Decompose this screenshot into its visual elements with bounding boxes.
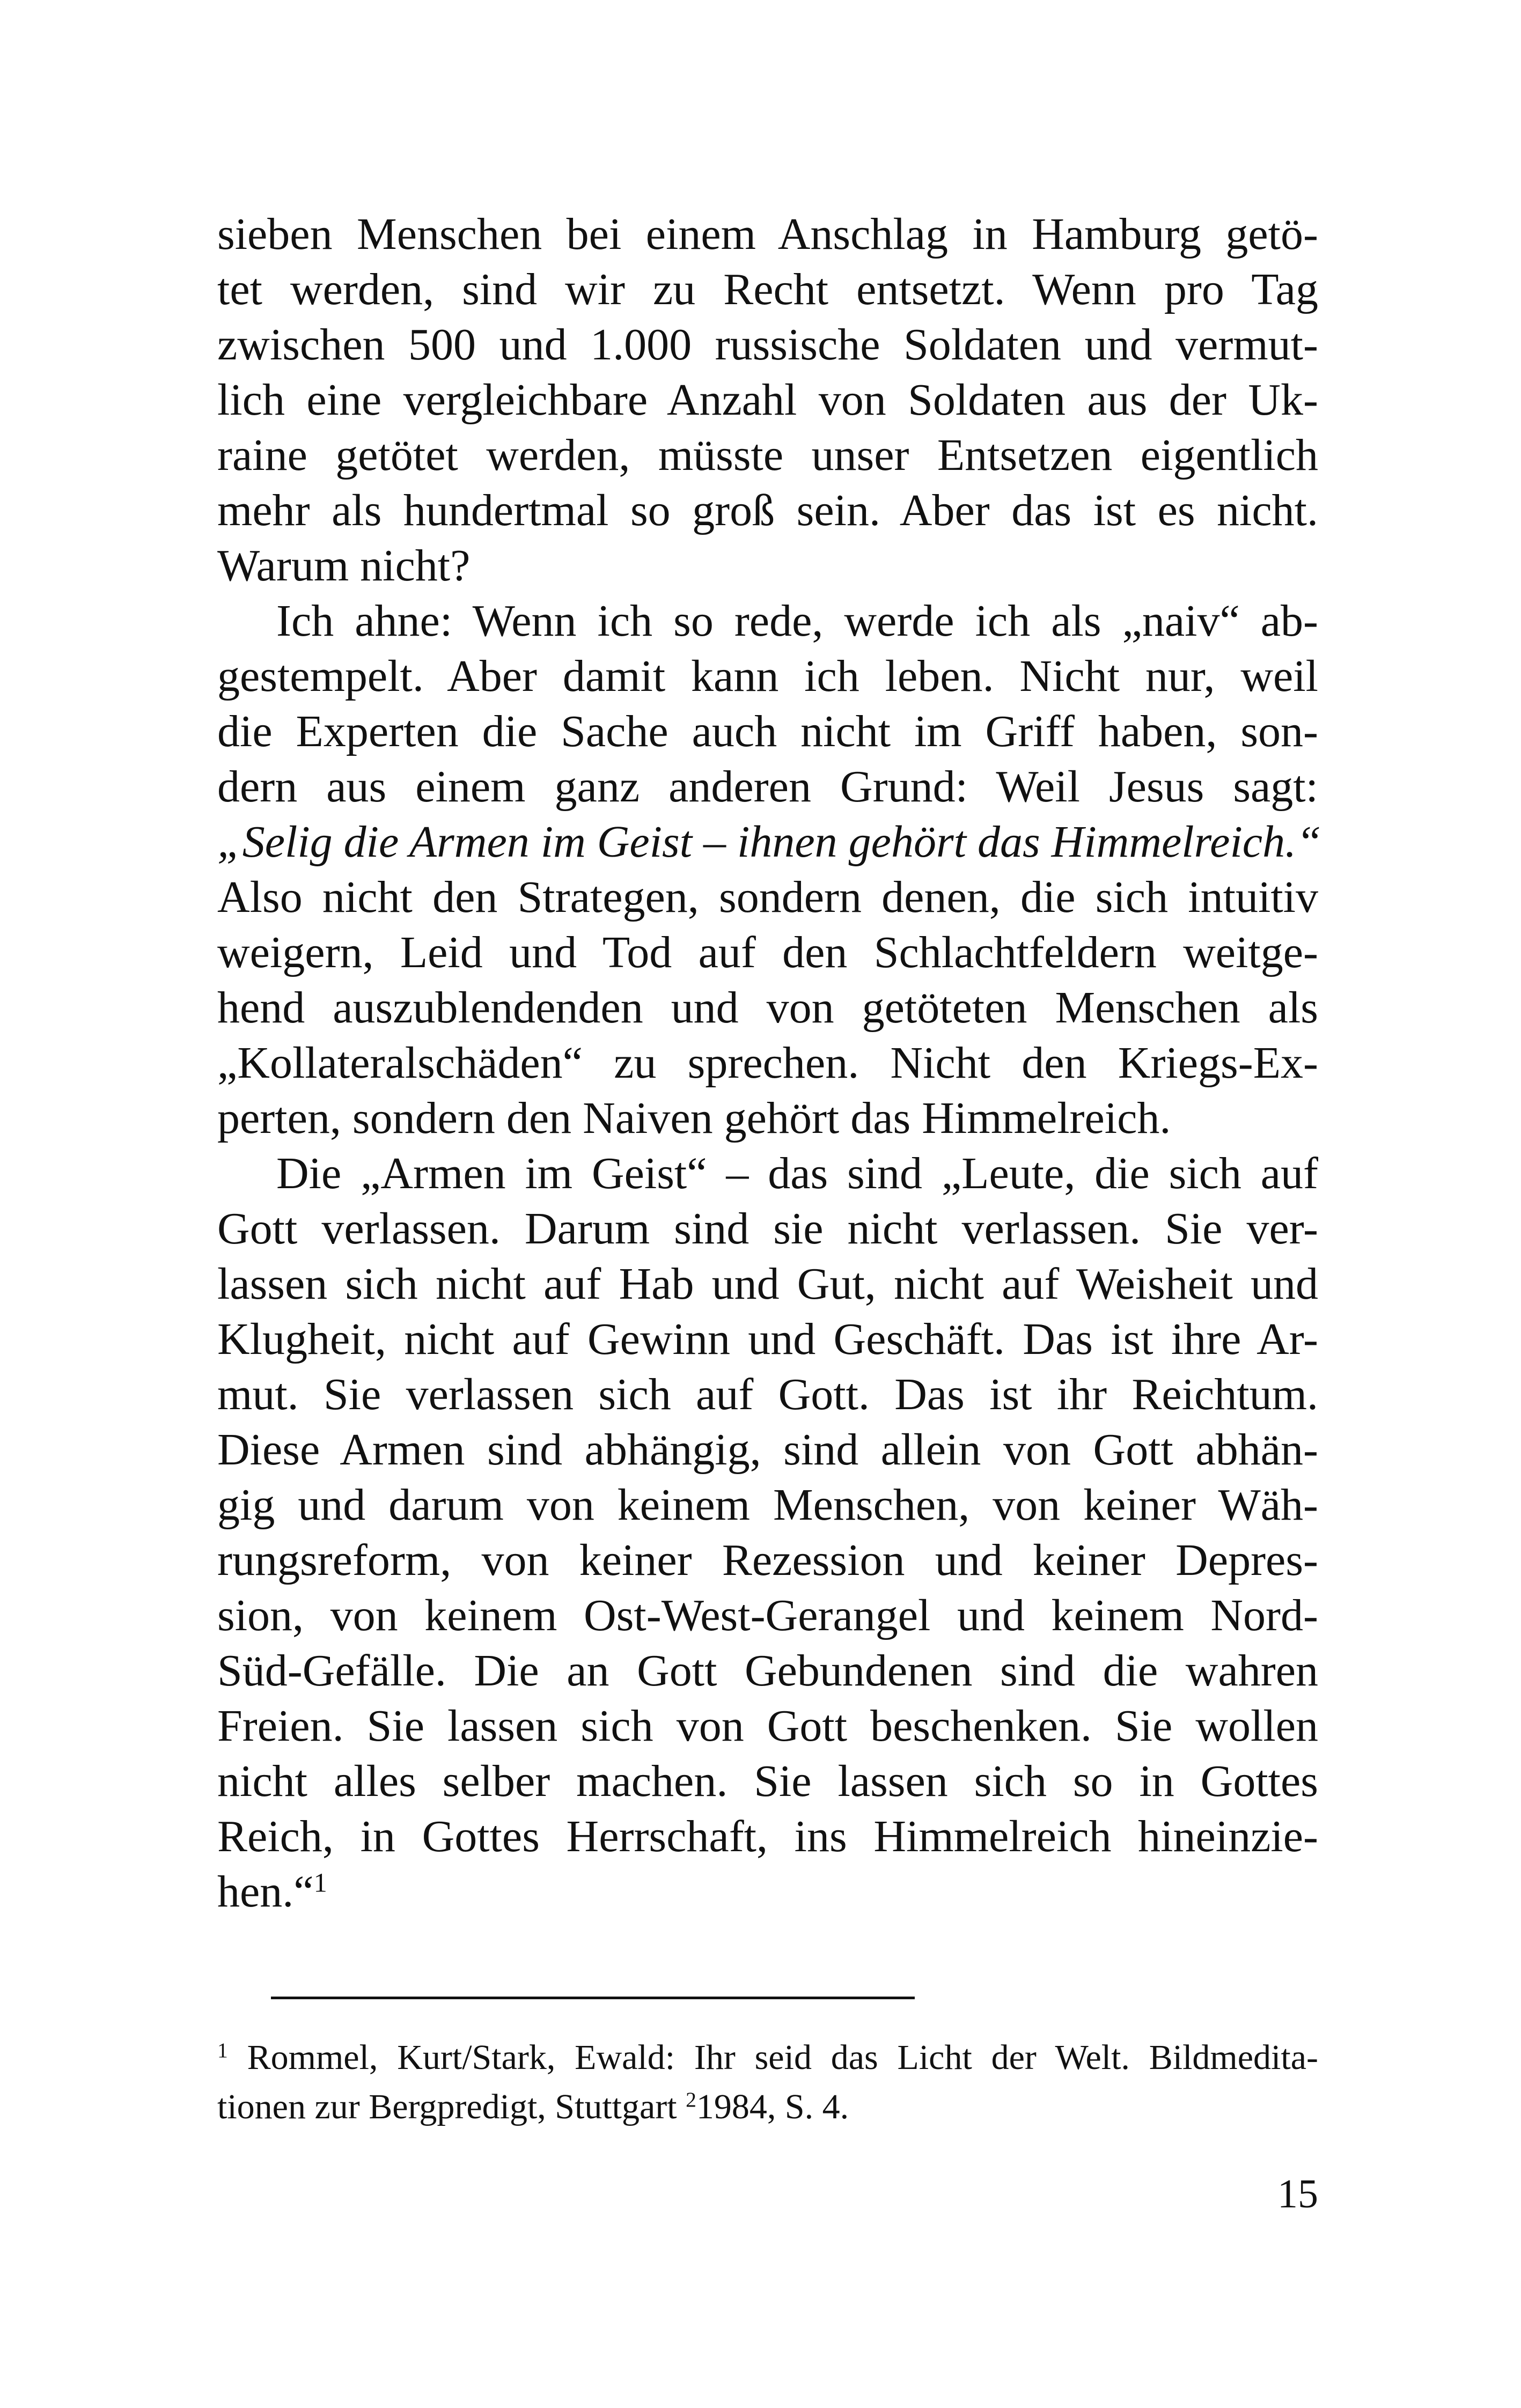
- text-line: lassen sich nicht auf Hab und Gut, nicht auf Weisheit und: [217, 1259, 1318, 1309]
- text-line: sion, von keinem Ost-West-Gerangel und keinem Nord-: [217, 1590, 1318, 1640]
- edition-superscript: 2: [686, 2088, 696, 2112]
- footnote-divider: [271, 1997, 915, 1999]
- text-line: hen.“: [217, 1867, 314, 1917]
- text-line: zwischen 500 und 1.000 russische Soldaten und vermut-: [217, 320, 1318, 370]
- text-line: die Experten die Sache auch nicht im Griff haben, son-: [217, 706, 1318, 756]
- body-text: [217, 207, 1321, 1919]
- footnote-line: [217, 2033, 1318, 2082]
- text-line: mehr als hundertmal so groß sein. Aber das ist es nicht.: [217, 485, 1318, 535]
- text-line: dern aus einem ganz anderen Grund: Weil Jesus sagt:: [217, 762, 1318, 812]
- text-line: Klugheit, nicht auf Gewinn und Geschäft. Das ist ihre Ar-: [217, 1314, 1318, 1364]
- footnote-text: tionen zur Bergpredigt, Stuttgart: [217, 2087, 686, 2126]
- text-line: „Kollateralschäden“ zu sprechen. Nicht den Kriegs-Ex-: [217, 1038, 1318, 1088]
- footnote-reference[interactable]: 1: [313, 1867, 327, 1898]
- text-line: hend auszublendenden und von getöteten Menschen als: [217, 983, 1318, 1033]
- text-line: Die „Armen im Geist“ – das sind „Leute, die sich auf: [276, 1148, 1318, 1198]
- text-line: weigern, Leid und Tod auf den Schlachtfeldern weitge-: [217, 927, 1318, 977]
- text-line: gig und darum von keinem Menschen, von keiner Wäh-: [217, 1480, 1318, 1530]
- page-number: 15: [1277, 2171, 1318, 2216]
- text-line: Also nicht den Strategen, sondern denen, die sich intuitiv: [217, 872, 1318, 922]
- footnote-line: [217, 2082, 1318, 2132]
- footnote-marker: 1: [217, 2038, 228, 2063]
- text-line: Ich ahne: Wenn ich so rede, werde ich als „naiv“ ab-: [276, 596, 1318, 646]
- text-line: tet werden, sind wir zu Recht entsetzt. Wenn pro Tag: [217, 264, 1318, 314]
- footnote: [217, 2033, 1318, 2132]
- text-line: sieben Menschen bei einem Anschlag in Hamburg getö-: [217, 209, 1318, 259]
- bible-quote-line: „Selig die Armen im Geist – ihnen gehört das Himmelreich.“: [217, 817, 1321, 867]
- text-line: perten, sondern den Naiven gehört das Himmelreich.: [217, 1093, 1171, 1143]
- text-line: Freien. Sie lassen sich von Gott beschenken. Sie wollen: [217, 1701, 1318, 1751]
- text-line: Gott verlassen. Darum sind sie nicht verlassen. Sie ver-: [217, 1204, 1318, 1254]
- text-line: lich eine vergleichbare Anzahl von Soldaten aus der Uk-: [217, 375, 1318, 425]
- text-line: gestempelt. Aber damit kann ich leben. Nicht nur, weil: [217, 651, 1318, 701]
- text-line: Süd-Gefälle. Die an Gott Gebundenen sind die wahren: [217, 1646, 1318, 1696]
- text-line: Diese Armen sind abhängig, sind allein von Gott abhän-: [217, 1425, 1318, 1475]
- text-line: rungsreform, von keiner Rezession und keiner Depres-: [217, 1535, 1318, 1585]
- text-line: Reich, in Gottes Herrschaft, ins Himmelreich hineinzie-: [217, 1811, 1318, 1861]
- text-line: mut. Sie verlassen sich auf Gott. Das ist ihr Reichtum.: [217, 1369, 1318, 1419]
- text-line: nicht alles selber machen. Sie lassen sich so in Gottes: [217, 1756, 1318, 1806]
- text-line-with-footnote-ref: [217, 1864, 1318, 1919]
- text-line: Warum nicht?: [217, 541, 471, 591]
- text-line: raine getötet werden, müsste unser Entsetzen eigentlich: [217, 430, 1318, 480]
- footnote-text: Rommel, Kurt/Stark, Ewald: Ihr seid das Licht der Welt. Bildmedita-: [247, 2038, 1318, 2077]
- footnote-text: 1984, S. 4.: [696, 2087, 849, 2126]
